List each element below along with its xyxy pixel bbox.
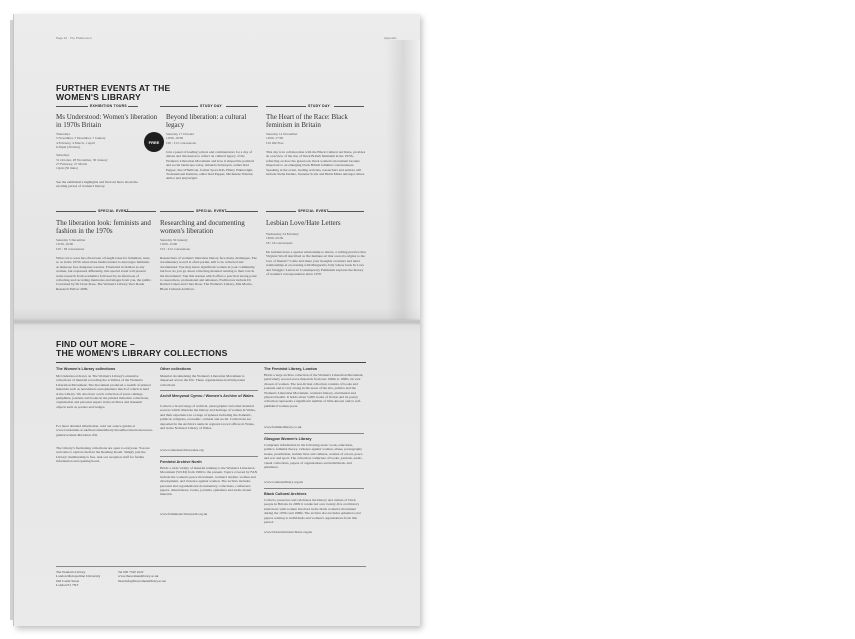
- rule: [128, 106, 138, 107]
- collections-col2-heading: Other collections: [160, 367, 192, 371]
- rule: [266, 211, 296, 212]
- collections-title-line1: FIND OUT MORE –: [56, 339, 135, 349]
- collections-rule: [56, 362, 366, 363]
- event-body: See the exhibition's highlights and find out more about the exciting period of women's history.: [56, 180, 138, 189]
- rule: [266, 106, 306, 107]
- collection-text: Collects, preserves and celebrates the history and culture of black people in Britain. In 2009 it conducted over twenty-five oral history interviews with women involved in the black women's movement during the 1970s and 1980s. The archive also includes ephemera and papers relating to individuals and women's organisations from this period.: [264, 498, 361, 525]
- collection-url[interactable]: www.feministlibrary.co.uk: [264, 425, 302, 429]
- event-details: Saturday 14 November 10:00–17:00 £10 OR Free: [266, 132, 298, 145]
- event-body: What cut to wear has often been a fraught issue for feminists; none so as in the 1970s when mass media tended to stereotype feminists as make-up free dungaree-wearers. Frustrated in fashion as any women, but expressed differently, this special event will present some research from academics followed by an afternoon of collecting and recording memories and images from you, the public. Convened by Dr Clare Rose, The Women's Library Vera Douie Research Fellow 2009.: [56, 256, 152, 291]
- rule: [264, 488, 364, 489]
- event-details: Wednesday 24 February 18:00–20:30 £8 / £6 concessions: [266, 232, 299, 245]
- collection-name: The Feminist Library, London: [264, 367, 318, 371]
- collections-col2-intro: Material documenting the Women's Liberation Movement is dispersed across the UK. These organisations hold important collections: [160, 374, 246, 387]
- footer-address: The Women's Library London Metropolitan University Old Castle Street London E1 7NT: [56, 570, 101, 587]
- rule: [160, 456, 258, 457]
- footer-rule: [56, 566, 366, 567]
- rule: [56, 211, 96, 212]
- rule: [264, 433, 364, 434]
- collection-url[interactable]: www.womenslibrary.org.uk: [264, 480, 303, 484]
- collection-text: Holds a wide variety of material relating to the Women's Liberation Movement (WLM) from 1969 to the present. Topics covered by FAN include the women's peace movement, women's studies, women and development, and violence against women. The archive includes personal and organisational documentary collections, conference papers, dissertations, books, journals, ephemera and audio-visual material.: [160, 466, 258, 497]
- tag-special-event-1: SPECIAL EVENT: [98, 209, 129, 213]
- rule: [226, 106, 258, 107]
- event-title: The liberation look: feminists and fashion in the 1970s: [56, 219, 151, 235]
- collection-name: Feminist Archive North: [160, 460, 202, 464]
- event-title: Beyond liberation: a cultural legacy: [166, 113, 247, 129]
- free-badge: FREE: [144, 132, 164, 152]
- event-body: Researchers of women's liberation history face many challenges. The documentary record is often partial, still to be collected and documented. You may know significant women in your community, but how do you go about collecting material relating to their role in the movement? Join this session which offers a practical strong point to researchers, professional and amateurs. Facilitators include Dr Rachel Cohen and Clare Rose, The Women's Library, Mia Morris, Black Cultural Archives.: [160, 256, 257, 291]
- collection-url[interactable]: www.blackculturalarchives.org.uk: [264, 530, 313, 534]
- event-details: Saturday 30 January 10:00–15:00 £15 / £12 concessions: [160, 238, 190, 251]
- rule: [160, 106, 198, 107]
- page-header-left: Page 10 · The Phalsmount: [56, 36, 92, 40]
- page-crease: [386, 40, 420, 320]
- page-header-right: Appendix: [384, 36, 397, 40]
- event-body: This day is in collaboration with the Black Cultural Archives, provides an overview of the rise of black British feminism in the 1970s, reflecting on how the grassroots black women's movement became important to an emerging black British feminist consciousness. Speaking at the event, leading activists, researchers and authors will include Stella Dadzie, Suzanne Scafe and Heidi Mirza amongst others.: [266, 150, 366, 177]
- event-details: Saturday 5 December 10:30–16:00 £25 / £8 concessions: [56, 238, 86, 251]
- footer-contact: Tel 020 7320 2222 www.thewomenslibrary.ac.uk moreinfo@thewomenslibrary.ac.uk: [118, 570, 166, 583]
- event-title: Ms Understood: Women's liberation in 1970s Britain: [56, 113, 158, 129]
- collection-text: Holds a large archive collection of the Women's Liberation Movement, particularly second-wave materials from late 1960s to 1990s. Its vast chosen of women. The non-fiction collection consists of books and journals and is very strong in the areas of the arts, politics and the Women's Liberation Movement, women's history, and mental and physical health. It holds about 5,000 works of fiction and its poetry collection represents a significant number of little-known and/or self-published woman poets.: [264, 373, 364, 408]
- collections-title: [56, 340, 228, 358]
- collection-url[interactable]: www.womensarchivewales.org: [160, 448, 204, 452]
- rule: [334, 106, 364, 107]
- collection-url[interactable]: www.feministarchivenorth.org.uk: [160, 512, 208, 516]
- rule: [160, 390, 258, 391]
- events-title: [56, 84, 171, 102]
- collections-col1-heading: The Women's Library collections: [56, 367, 116, 371]
- event-title: Researching and documenting women's liberation: [160, 219, 245, 235]
- collection-text: Collects a broad range of archival, photographic and other material sources which illustrate the history and heritage of women in Wales, and their experience in a range of spheres including the domestic, political, religious, economic, cultural and social. Collections are deposited in the Archive's name in regional record offices in Wales, and in the National Library of Wales.: [160, 404, 256, 431]
- collection-name: Archif Menywod Cymru / Women's Archive of Wales: [160, 394, 254, 398]
- rule: [328, 211, 364, 212]
- event-details: Saturday 17 October 10:00–16:00 £20 / £15 concessions: [166, 132, 196, 145]
- collections-col1-p2: For more detailed information, read our source guides at www.londonmet.ac.uk/thewomenslibrary/aboutthecollections/source-guides/women-liberation.cfm: [56, 424, 154, 437]
- tag-special-event-2: SPECIAL EVENT: [196, 209, 227, 213]
- event-body: Do lesbians have a special relationship to letters, a writing practice that Virginia Woolf described as 'the humane art that owes its origins to the love of friends'? Come and share your thoughts on letters and letter relationships at an evening with Margaretta Jolly whose book In Love and Struggle: Letters in Contemporary Feminism explores the history of women's correspondence since 1970.: [266, 250, 366, 277]
- event-details: Thursdays 5 November, 3 December, 7 January 4 February, 4 March, 1 April 6.30pm (30 mins) Saturdays 31 October, 28 November, 30 January 27 February, 27 March 12pm (30 mins): [56, 132, 108, 171]
- rule: [160, 211, 194, 212]
- event-title: The Heart of the Race: Black feminism in Britain: [266, 113, 348, 129]
- collections-col1-p3: The Library's fascinating collections are open to everyone. You are welcome to explore them in the Reading Room. Simply join the Library: membership is free. Ask our reception staff for further information and opening hours.: [56, 446, 150, 464]
- collection-name: Glasgow Women's Library: [264, 437, 312, 441]
- events-title-line1: FURTHER EVENTS AT THE: [56, 83, 171, 93]
- horizontal-fold: [14, 318, 420, 326]
- collection-name: Black Cultural Archives: [264, 492, 307, 496]
- tag-exhibition-tours: EXHIBITION TOURS: [90, 104, 127, 108]
- rule: [126, 211, 156, 212]
- rule: [226, 211, 258, 212]
- collection-text: Comprises information in the following areas: work, education, politics, feminist theory, violence against women, abuse, pornography issues, prostitution, lesbian lives and cultures, women of colour, peace and war and sport. The collection comprises of books, journals, audio-visual collections, papers of organisations and individuals, and ephemera.: [264, 443, 363, 470]
- tag-study-day-2: STUDY DAY: [308, 104, 330, 108]
- tag-special-event-3: SPECIAL EVENT: [298, 209, 329, 213]
- events-title-line2: WOMEN'S LIBRARY: [56, 92, 141, 102]
- collections-col1-p1: Ms Understood draws on The Women's Library's extensive collections of material recording the activities of the Women's Liberation Movement. The movement produced a wealth of printed materials such as newsletters and ephemera much of which is held at the Library. We also have a rich collection of press cuttings, pamphlets, journals and books in the printed materials collections, organisation and personal papers in the archives and museum objects such as posters and badges.: [56, 374, 151, 409]
- collections-title-line2: THE WOMEN'S LIBRARY COLLECTIONS: [56, 348, 228, 358]
- event-body: Join a panel of leading writers and commentators for a day of debate and discussion to reflect on cultural legacy of the Women's Liberation Movement and how it shaped the political and social landscape today. Amanda Sebestyen, author Red Pepper, Sue O'Sullivan, former Spare Rib, Hilary Wainwright, Transnational Institute, editor Red Pepper, Michelene Wandor, author and playwright.: [166, 150, 255, 181]
- event-title: Lesbian Love/Hate Letters: [266, 219, 341, 227]
- tag-study-day-1: STUDY DAY: [200, 104, 222, 108]
- rule: [56, 106, 88, 107]
